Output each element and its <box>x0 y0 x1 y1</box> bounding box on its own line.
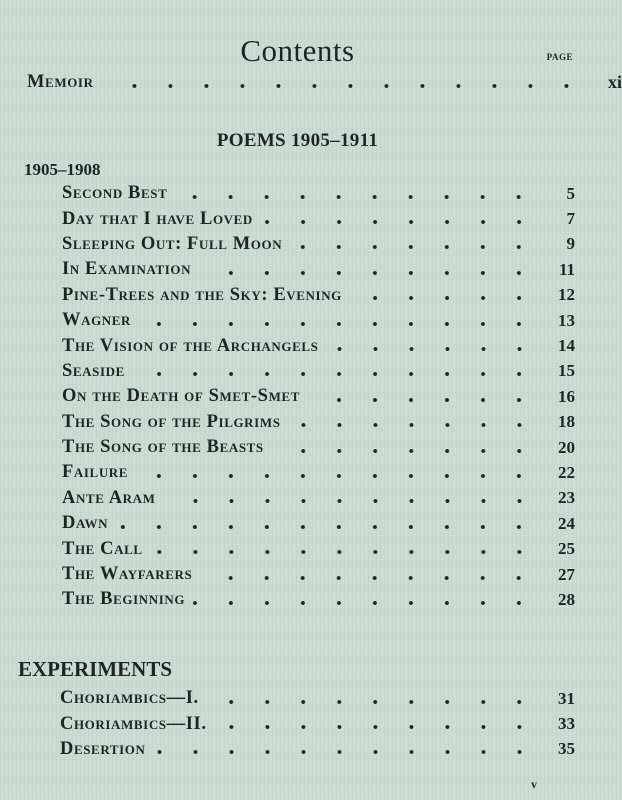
entry-title: Memoir <box>27 72 94 93</box>
toc-entry[interactable] <box>62 460 575 485</box>
leader-dots <box>308 397 537 403</box>
leader-dots <box>175 194 537 200</box>
leader-dots <box>193 600 537 606</box>
page-folio: v <box>531 777 537 791</box>
entry-title: Desertion <box>60 738 146 759</box>
leader-dots <box>102 83 584 89</box>
entry-title: Failure <box>62 462 129 483</box>
entry-page: 24 <box>558 513 575 533</box>
entry-page: 33 <box>558 714 575 734</box>
toc-entry[interactable] <box>62 333 575 358</box>
section-heading-poems: POEMS 1905–1911 <box>216 130 379 151</box>
toc-entry[interactable] <box>60 737 575 762</box>
entry-page: 23 <box>558 488 575 508</box>
entry-title: Wagner <box>62 310 132 331</box>
toc-entry[interactable] <box>62 181 575 206</box>
leader-dots <box>272 448 537 454</box>
toc-list-experiments <box>60 686 575 762</box>
toc-entry[interactable] <box>62 511 575 536</box>
toc-entry[interactable] <box>62 435 575 460</box>
toc-entry[interactable] <box>62 562 575 587</box>
entry-page: 22 <box>558 462 575 482</box>
toc-entry-memoir[interactable] <box>27 70 622 95</box>
entry-page: 9 <box>566 234 575 254</box>
leader-dots <box>164 498 537 504</box>
leader-dots <box>139 321 537 327</box>
entry-title: The Song of the Beasts <box>62 437 264 458</box>
page-title: Contents <box>240 32 355 68</box>
leader-dots <box>290 244 537 250</box>
toc-entry[interactable] <box>62 536 575 561</box>
entry-page: 27 <box>558 564 575 584</box>
leader-dots <box>289 422 537 428</box>
leader-dots <box>207 699 537 705</box>
entry-title: The Call <box>62 538 143 559</box>
leader-dots <box>200 575 537 581</box>
leader-dots <box>215 724 537 730</box>
entry-page: xi <box>607 72 622 93</box>
entry-title: Day that I have Loved <box>62 208 253 229</box>
entry-page: 13 <box>558 310 575 330</box>
leader-dots <box>327 346 538 352</box>
entry-title: The Vision of the Archangels <box>62 335 319 356</box>
entry-title: Second Best <box>62 183 168 204</box>
entry-page: 35 <box>558 739 575 759</box>
entry-page: 12 <box>558 285 575 305</box>
leader-dots <box>199 270 537 276</box>
entry-title: Seaside <box>62 360 125 381</box>
entry-title: On the Death of Smet-Smet <box>62 386 300 407</box>
entry-title: Choriambics—II. <box>60 713 207 734</box>
entry-page: 5 <box>566 183 575 203</box>
toc-entry[interactable] <box>62 206 575 231</box>
leader-dots <box>154 749 538 755</box>
entry-title: Dawn <box>62 513 109 534</box>
entry-page: 18 <box>558 412 575 432</box>
toc-entry[interactable] <box>60 686 575 711</box>
leader-dots <box>133 371 537 377</box>
entry-title: The Song of the Pilgrims <box>62 411 281 432</box>
toc-entry[interactable] <box>62 283 575 308</box>
leader-dots <box>261 219 537 225</box>
entry-page: 11 <box>558 259 575 279</box>
toc-entry[interactable] <box>62 486 575 511</box>
toc-entry[interactable] <box>62 384 575 409</box>
leader-dots <box>151 549 537 555</box>
leader-dots <box>350 295 537 301</box>
leader-dots <box>136 473 537 479</box>
entry-title: Sleeping Out: Full Moon <box>62 233 283 254</box>
leader-dots <box>116 524 537 530</box>
section-heading-experiments: EXPERIMENTS <box>18 657 173 681</box>
entry-title: Pine-Trees and the Sky: Evening <box>62 284 342 305</box>
toc-entry[interactable] <box>62 410 575 435</box>
entry-title: The Beginning <box>62 589 186 610</box>
entry-title: In Examination <box>62 259 192 280</box>
entry-title: Choriambics—I. <box>60 688 199 709</box>
entry-page: 14 <box>558 336 575 356</box>
entry-page: 7 <box>566 209 575 229</box>
toc-entry[interactable] <box>62 232 575 257</box>
toc-entry[interactable] <box>60 711 575 736</box>
entry-title: The Wayfarers <box>62 564 193 585</box>
entry-page: 20 <box>558 437 575 457</box>
toc-entry[interactable] <box>62 359 575 384</box>
subsection-heading-years: 1905–1908 <box>24 160 101 179</box>
toc-list-poems <box>62 181 575 613</box>
entry-page: 25 <box>558 539 575 559</box>
entry-page: 28 <box>558 589 575 609</box>
toc-entry[interactable] <box>62 257 575 282</box>
entry-title: Ante Aram <box>62 487 156 508</box>
entry-page: 16 <box>558 386 575 406</box>
toc-entry[interactable] <box>62 587 575 612</box>
toc-entry[interactable] <box>62 308 575 333</box>
entry-page: 15 <box>558 361 575 381</box>
page-column-label: PAGE <box>546 52 573 62</box>
entry-page: 31 <box>558 688 575 708</box>
